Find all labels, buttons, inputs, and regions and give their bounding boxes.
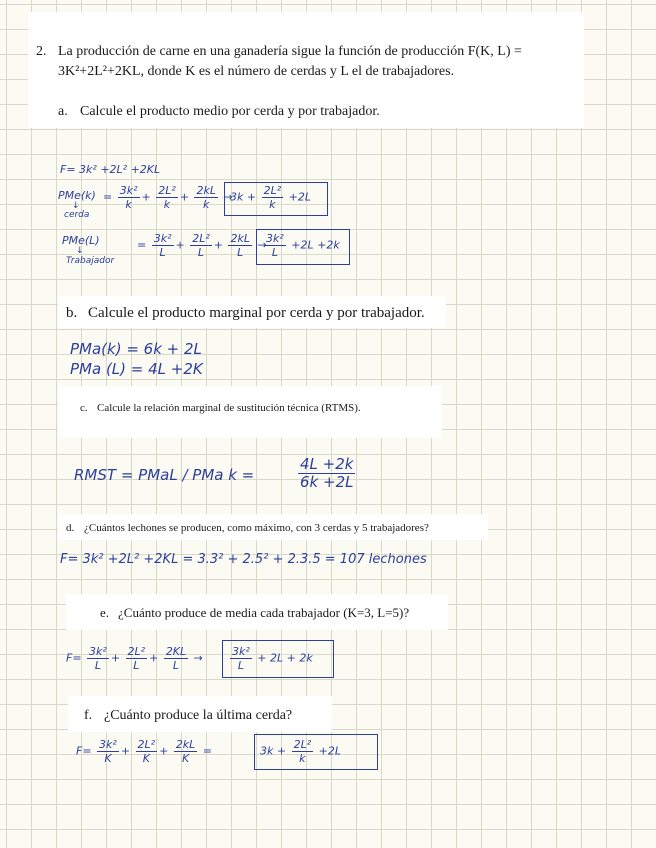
a-production-function: F= 3k² +2L² +2KL bbox=[60, 163, 161, 176]
c-rmst-num: 4L +2k bbox=[300, 455, 354, 473]
a-pmek-cerda: cerda bbox=[64, 210, 90, 220]
a-pmel-result-den: L bbox=[271, 246, 278, 259]
e-expression: F= $\frac{\text{3k²}}{L}$ + $\frac{\text{2L²}}{L}$ + $\frac{2KL}{L}$ → bbox=[66, 645, 203, 672]
a-pmek-arrow: ↓ bbox=[72, 201, 80, 211]
part-f-label: f. bbox=[84, 708, 93, 723]
a-pmek-label: PMe(k) bbox=[58, 189, 96, 202]
a-pmek-result-b: +2L bbox=[288, 190, 311, 204]
b-pmal: PMa (L) = 4L +2K bbox=[70, 360, 203, 378]
a-pmek-t2-den: k bbox=[163, 198, 171, 211]
e-result-num: 3k² bbox=[232, 645, 250, 658]
f-expression: F= $\frac{\text{3k²}}{K}$ + $\frac{\text{2L²}}{K}$ + $\frac{2kL}{K}$ = bbox=[76, 738, 213, 765]
f-result-den: k bbox=[299, 752, 306, 765]
a-pmel-result bbox=[262, 232, 340, 259]
e-t1-num: 3k² bbox=[89, 645, 107, 658]
e-t2-num: 2L² bbox=[127, 645, 146, 658]
e-result bbox=[228, 645, 313, 672]
part-a-label: a. bbox=[58, 104, 68, 119]
a-pmel-result-b: +2L +2k bbox=[291, 238, 340, 252]
a-pmek-t3-num: 2kL bbox=[196, 184, 216, 197]
f-t2-den: K bbox=[142, 752, 150, 765]
f-result-a: 3k + bbox=[260, 744, 287, 758]
a-pmek-result-a: 3k + bbox=[230, 190, 257, 204]
a-pmel-trabajador: Trabajador bbox=[66, 256, 115, 266]
a-pmel-t2-den: L bbox=[197, 246, 205, 259]
a-pmek-result bbox=[230, 184, 311, 211]
c-rmst: RMST = PMaL / PMa k = bbox=[74, 466, 255, 484]
e-result-den: L bbox=[237, 659, 244, 672]
e-t2-den: L bbox=[133, 659, 140, 672]
a-pmel-t1-den: L bbox=[159, 246, 166, 259]
a-pmel-expression: = $\frac{\text{3k²}}{L}$ + $\frac{\text{2L²}}{L}$ + $\frac{2kL}{L}$ → bbox=[137, 232, 267, 259]
part-d-text: ¿Cuántos lechones se producen, como máximo, con 3 cerdas y 5 trabajadores? bbox=[84, 522, 429, 534]
a-pmek-t1-den: k bbox=[125, 198, 132, 211]
question-text-line2: 3K²+2L²+2KL, donde K es el número de cerdas y L el de trabajadores. bbox=[58, 64, 455, 79]
a-pmel-t1-num: 3k² bbox=[153, 232, 172, 245]
e-t3-num: 2KL bbox=[165, 645, 187, 658]
question-number: 2. bbox=[36, 44, 47, 59]
part-e-text: ¿Cuánto produce de media cada trabajador (K=3, L=5)? bbox=[118, 605, 410, 620]
a-pmel-t3-num: 2kL bbox=[230, 232, 250, 245]
part-c-label: c. bbox=[80, 402, 88, 414]
a-pmek-t3-den: k bbox=[203, 198, 210, 211]
b-pmak: PMa(k) = 6k + 2L bbox=[70, 340, 202, 358]
e-result-b: + 2L + 2k bbox=[257, 651, 313, 665]
part-e-label: e. bbox=[100, 605, 110, 620]
d-computation: F= 3k² +2L² +2KL = 3.3² + 2.5² + 2.3.5 = 107 lechones bbox=[60, 552, 427, 567]
question-text-line1: La producción de carne en una ganadería sigue la función de producción F(K, L) = bbox=[58, 44, 522, 59]
part-f-text: ¿Cuánto produce la última cerda? bbox=[104, 708, 293, 723]
a-pmek-t1-num: 3k² bbox=[119, 184, 138, 197]
f-t1-den: K bbox=[104, 752, 112, 765]
f-t3-num: 2kL bbox=[175, 738, 196, 751]
a-pmel-result-num: 3k² bbox=[266, 232, 284, 245]
c-rmst-den: 6k +2L bbox=[300, 473, 354, 491]
f-result bbox=[260, 738, 341, 765]
f-t2-num: 2L² bbox=[137, 738, 156, 751]
a-pmek-result-num: 2L² bbox=[263, 184, 282, 197]
part-b-text: Calcule el producto marginal por cerda y por trabajador. bbox=[88, 305, 425, 321]
part-d-label: d. bbox=[66, 522, 75, 534]
a-pmek-t2-num: 2L² bbox=[158, 184, 176, 197]
a-pmel-t2-num: 2L² bbox=[192, 232, 210, 245]
part-c-text: Calcule la relación marginal de sustitución técnica (RTMS). bbox=[97, 402, 361, 414]
a-pmel-t3-den: L bbox=[237, 246, 244, 259]
a-pmel-arrow: ↓ bbox=[76, 246, 84, 256]
part-a-text: Calcule el producto medio por cerda y por trabajador. bbox=[80, 104, 380, 119]
a-pmel-label: PMe(L) bbox=[62, 234, 100, 247]
a-pmek-result-den: k bbox=[269, 198, 276, 211]
f-t3-den: K bbox=[181, 752, 190, 765]
a-pmek-expression: = $\frac{\text{3k²}}{k}$ + $\frac{\text{2L²}}{k}$ + $\frac{2kL}{k}$ → bbox=[103, 184, 233, 211]
c-rmst-fraction bbox=[296, 456, 357, 491]
f-result-b: +2L bbox=[318, 744, 341, 758]
f-result-num: 2L² bbox=[293, 738, 312, 751]
f-t1-num: 3k² bbox=[99, 738, 117, 751]
part-b-label: b. bbox=[66, 305, 78, 321]
e-t1-den: L bbox=[94, 659, 101, 672]
e-t3-den: L bbox=[172, 659, 180, 672]
